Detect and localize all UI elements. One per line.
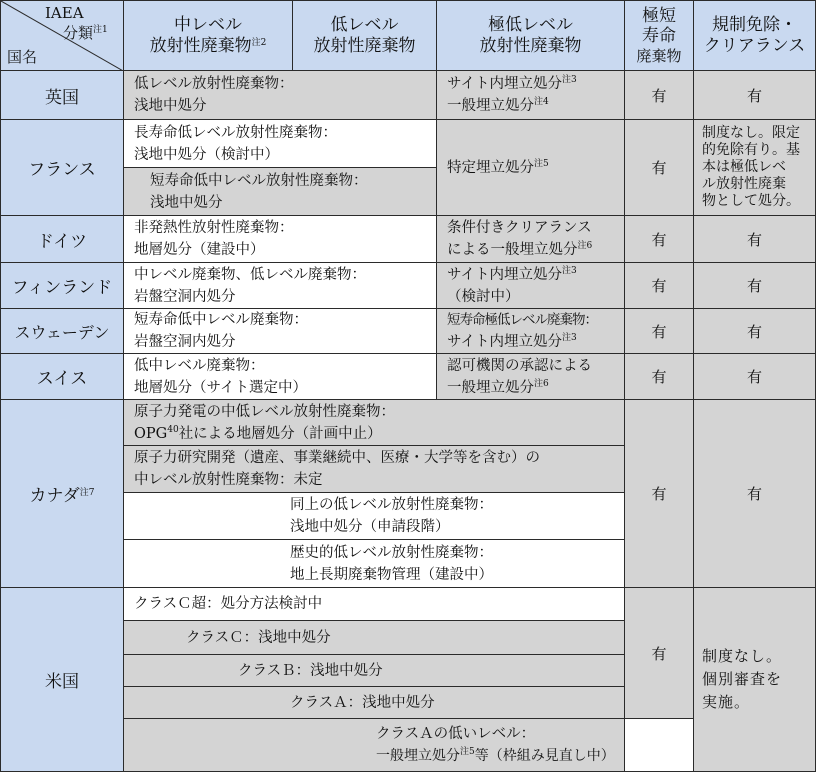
us-gtcc: クラスＣ超：処分方法検討中	[123, 587, 625, 621]
country-france: フランス	[0, 119, 124, 216]
sweden-exempt: 有	[693, 308, 816, 354]
france-exempt: 制度なし。限定 的免除有り。基 本は極低レベ ル放射性廃棄 物として処分。	[693, 119, 816, 216]
france-row2: 短寿命低中レベル放射性廃棄物： 浅地中処分	[123, 167, 437, 216]
country-us: 米国	[0, 587, 124, 772]
finland-vslw: 有	[624, 262, 694, 309]
germany-vllw: 条件付きクリアランス による一般埋立処分$^{注6}$	[436, 215, 625, 263]
header-category: 分類$^{注1}$	[63, 24, 108, 42]
sweden-vllw: 短寿命極低レベル廃棄物： サイト内埋立処分$^{注3}$	[436, 308, 625, 354]
us-class-b: クラスＢ：浅地中処分	[123, 654, 625, 687]
canada-row1: 原子力発電の中低レベル放射性廃棄物： OPG$^{40}$社による地層処分（計画中止）	[123, 399, 625, 446]
country-sweden: スウェーデン	[0, 308, 124, 354]
country-germany: ドイツ	[0, 215, 124, 263]
us-class-a: クラスＡ：浅地中処分	[123, 686, 625, 719]
us-exempt: 制度なし。 個別審査を 実施。	[693, 587, 816, 772]
germany-vslw: 有	[624, 215, 694, 263]
us-class-c: クラスＣ：浅地中処分	[123, 620, 625, 655]
country-uk: 英国	[0, 70, 124, 120]
switzerland-ilw-llw: 低中レベル廃棄物： 地層処分（サイト選定中）	[123, 353, 437, 400]
canada-exempt: 有	[693, 399, 816, 588]
switzerland-vllw: 認可機関の承認による 一般埋立処分$^{注6}$	[436, 353, 625, 400]
uk-exempt: 有	[693, 70, 816, 120]
france-vllw: 特定埋立処分$^{注5}$	[436, 119, 625, 216]
canada-row4: 歴史的低レベル放射性廃棄物： 地上長期廃棄物管理（建設中）	[123, 539, 625, 588]
header-llw: 低レベル 放射性廃棄物	[292, 0, 437, 71]
france-row1: 長寿命低レベル放射性廃棄物： 浅地中処分（検討中）	[123, 119, 437, 168]
us-class-a-low: クラスＡの低いレベル： 一般埋立処分$^{注5}$等（枠組み見直し中）	[123, 718, 625, 772]
germany-exempt: 有	[693, 215, 816, 263]
finland-vllw: サイト内埋立処分$^{注3}$ （検討中）	[436, 262, 625, 309]
header-vslw: 極短 寿命 廃棄物	[624, 0, 694, 71]
switzerland-exempt: 有	[693, 353, 816, 400]
country-switzerland: スイス	[0, 353, 124, 400]
header-country: 国名	[7, 48, 38, 66]
header-vllw: 極低レベル 放射性廃棄物	[436, 0, 625, 71]
canada-vslw: 有	[624, 399, 694, 588]
header-exempt: 規制免除・ クリアランス	[693, 0, 816, 71]
us-vslw-yes: 有	[624, 587, 694, 719]
header-iaea: IAEA	[45, 4, 84, 22]
sweden-vslw: 有	[624, 308, 694, 354]
finland-ilw-llw: 中レベル廃棄物、低レベル廃棄物： 岩盤空洞内処分	[123, 262, 437, 309]
finland-exempt: 有	[693, 262, 816, 309]
header-corner-cell	[0, 0, 124, 71]
france-vslw: 有	[624, 119, 694, 216]
header-ilw: 中レベル 放射性廃棄物$^{注2}$	[123, 0, 293, 71]
uk-vllw: サイト内埋立処分$^{注3}$ 一般埋立処分$^{注4}$	[436, 70, 625, 120]
germany-ilw-llw: 非発熱性放射性廃棄物： 地層処分（建設中）	[123, 215, 437, 263]
uk-vslw: 有	[624, 70, 694, 120]
switzerland-vslw: 有	[624, 353, 694, 400]
canada-row2: 原子力研究開発（遺産、事業継続中、医療・大学等を含む）の 中レベル放射性廃棄物：未定	[123, 445, 625, 493]
country-finland: フィンランド	[0, 262, 124, 309]
country-canada: カナダ$^{注7}$	[0, 399, 124, 588]
canada-row3: 同上の低レベル放射性廃棄物： 浅地中処分（申請段階）	[123, 492, 625, 540]
uk-ilw-llw: 低レベル放射性廃棄物： 浅地中処分	[123, 70, 437, 120]
us-vslw-blank	[624, 718, 694, 772]
sweden-ilw-llw: 短寿命低中レベル廃棄物： 岩盤空洞内処分	[123, 308, 437, 354]
